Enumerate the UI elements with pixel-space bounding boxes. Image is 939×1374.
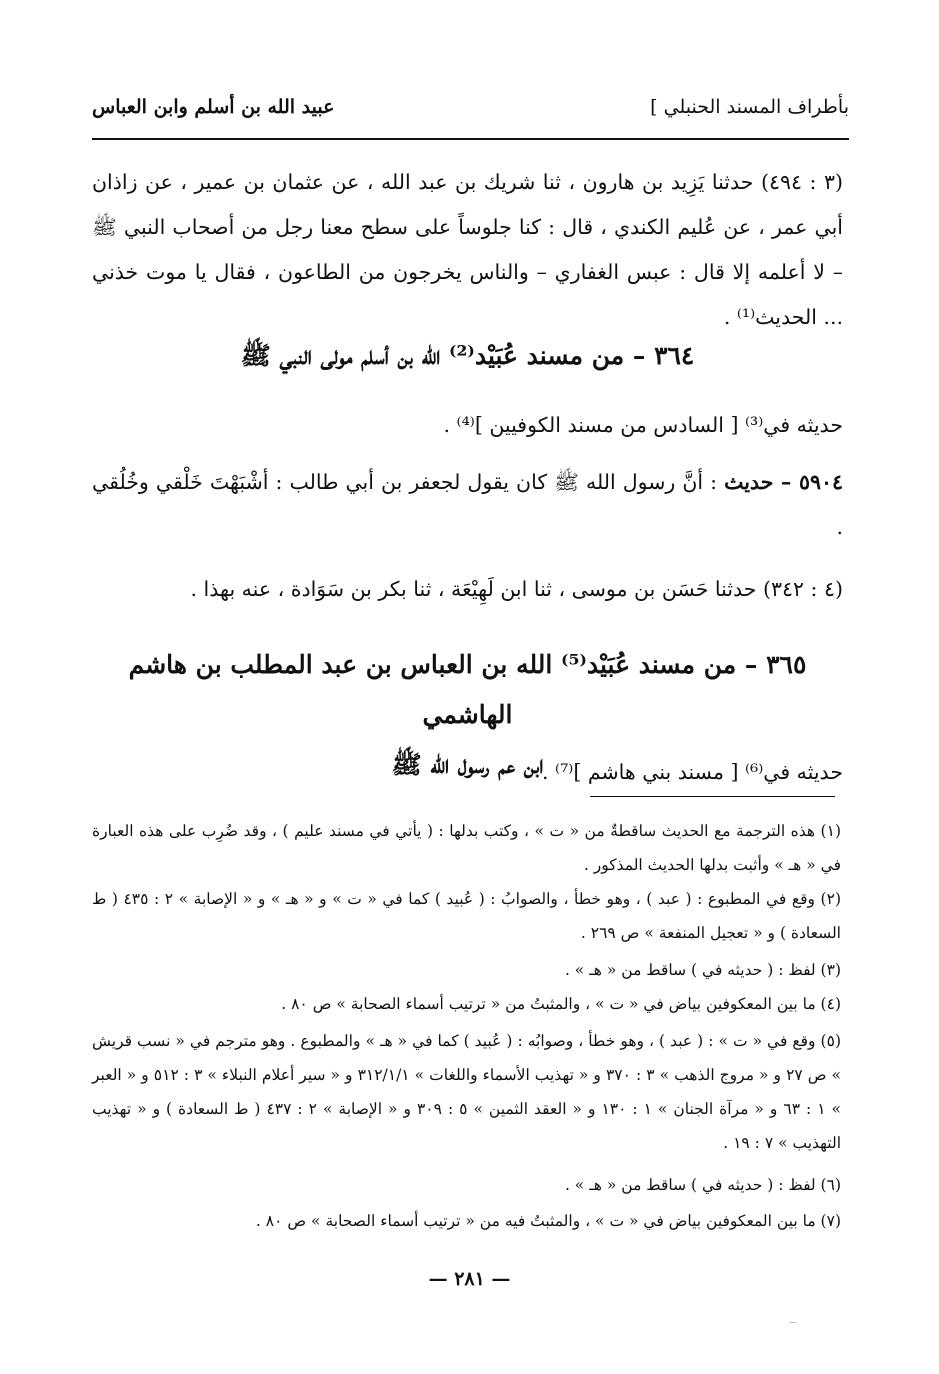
- footnote-4: (٤) ما بين المعكوفين بياض في « ت » ، والمثبتُ من « ترتيب أسماء الصحابة » ص ٨٠ .: [281, 995, 841, 1013]
- hadith-paragraph-1: (٣ : ٤٩٤) حدثنا يَزِيد بن هارون ، ثنا شريك بن عبد الله ، عن عثمان بن عمير ، عن زاذان أبي عمر ، عن عُليم الكندي ، قال : كنا جلوساً على سطح معنا رجل من أصحاب النبي ﷺ – لا أعلمه إلا قال : عبس الغفاري – والناس يخرجون من الطاعون ، فقال يا موت خذني ... الحديث⁽¹⁾ .: [92, 170, 844, 329]
- hadith-text: : أنَّ رسول الله ﷺ كان يقول لجعفر بن أبي طالب : أشْبَهْتَ خَلْقي وخُلُقي .: [92, 470, 843, 539]
- page-number: — ٢٨١ —: [428, 1268, 511, 1290]
- chapter-reference-364: حديثه في⁽³⁾ [ السادس من مسند الكوفيين ]⁽⁴⁾ .: [443, 413, 843, 437]
- chapter-heading-365-line2: ابن عم رسول الله ﷺ: [391, 750, 544, 779]
- header-divider: [92, 138, 849, 140]
- chapter-heading-365-line1: ٣٦٥ – من مسند عُبَيْد⁽⁵⁾ الله بن العباس بن عبد المطلب بن هاشم الهاشمي: [128, 650, 807, 729]
- footnote-1: (١) هذه الترجمة مع الحديث ساقطةٌ من « ت » ، وكتب بدلها : ( يأتي في مسند عليم ) ، وقد ضُرِب على هذه العبارة في « هـ » وأثبت بدلها الحديث المذكور .: [92, 822, 841, 874]
- footnote-6: (٦) لفظ : ( حديثه في ) ساقط من « هـ » .: [564, 1176, 841, 1194]
- hadith-5904: [92, 460, 843, 550]
- hadith-number: ٥٩٠٤ – حديث: [724, 470, 843, 494]
- scan-speck: [790, 1322, 796, 1323]
- footnote-divider: [590, 796, 835, 797]
- footnote-3: (٣) لفظ : ( حديثه في ) ساقط من « هـ » .: [564, 961, 841, 979]
- chapter-heading-364: ٣٦٤ – من مسند عُبَيْد⁽²⁾ الله بن أسلم مولى النبي ﷺ: [240, 341, 695, 370]
- footnote-2: (٢) وقع في المطبوع : ( عبد ) ، وهو خطأ ، والصوابُ : ( عُبيد ) كما في « ت » و « هـ » و « الإصابة » ٢ : ٤٣٥ ( ط السعادة ) و « تعجيل المنفعة » ص ٢٦٩ .: [92, 890, 841, 942]
- hadith-chain: (٤ : ٣٤٢) حدثنا حَسَن بن موسى ، ثنا ابن لَهِيْعَة ، ثنا بكر بن سَوَادة ، عنه بهذا .: [190, 577, 843, 601]
- chapter-reference-365: حديثه في⁽⁶⁾ [ مسند بني هاشم ]⁽⁷⁾ .: [542, 760, 843, 784]
- footnote-5: (٥) وقع في « ت » : ( عبد ) ، وهو خطأ ، وصوابُه : ( عُبيد ) كما في « هـ » والمطبوع . وهو مترجم في « نسب قريش » ص ٢٧ و « مروج الذهب » ٣ : ٣٧٠ و « تهذيب الأسماء واللغات » ٣١٢/١/١ و « سير أعلام النبلاء » ٣ : ٥١٢ و « العبر » ١ : ٦٣ و « مرآة الجنان » ١ : ١٣٠ و « العقد الثمين » ٥ : ٣٠٩ و « الإصابة » ٢ : ٤٣٧ ( ط السعادة ) و « تهذيب التهذيب » ٧ : ١٩ .: [92, 1032, 842, 1152]
- running-header: [92, 96, 849, 132]
- section-title: عبيد الله بن أسلم وابن العباس: [92, 96, 335, 118]
- footnote-7: (٧) ما بين المعكوفين بياض في « ت » ، والمثبتُ فيه من « ترتيب أسماء الصحابة » ص ٨٠ .: [255, 1212, 841, 1230]
- book-title: بأطراف المسند الحنبلي ]: [650, 96, 849, 118]
